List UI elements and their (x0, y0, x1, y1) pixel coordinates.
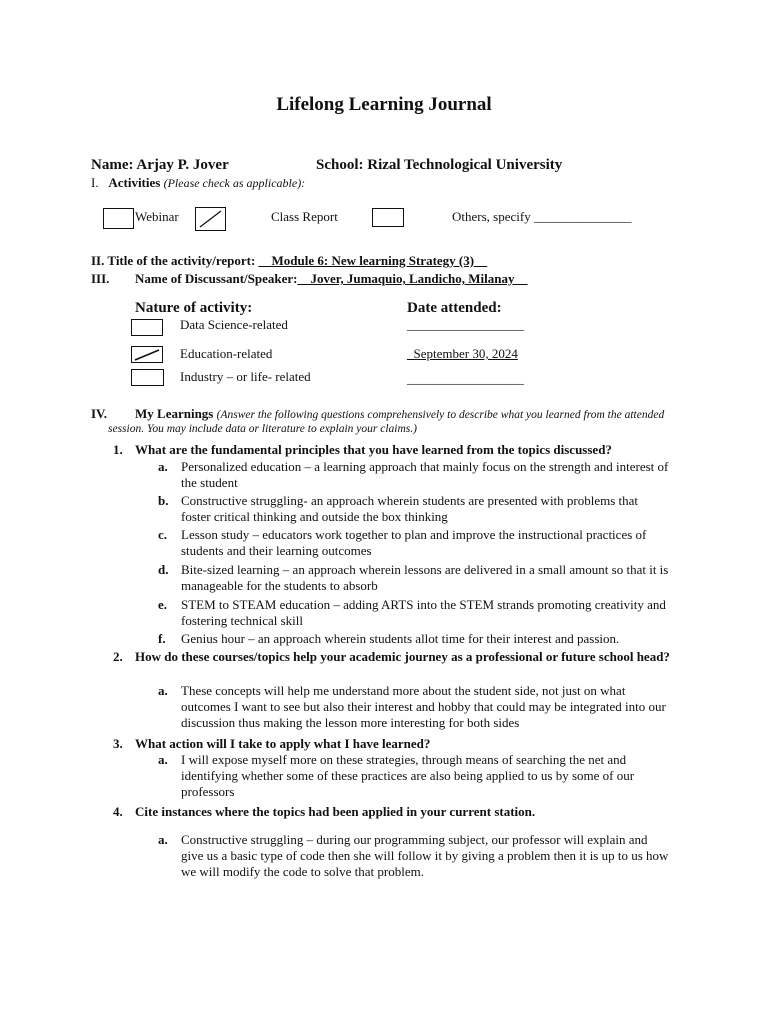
activity-title-value: __Module 6: New learning Strategy (3)__ (258, 253, 488, 268)
check-mark-icon (196, 208, 225, 230)
data-science-checkbox[interactable] (131, 319, 163, 336)
answer-mark: a. (158, 832, 168, 847)
activities-heading: Activities (108, 175, 161, 190)
question-1: What are the fundamental principles that you have learned from the topics discussed? (135, 442, 612, 457)
question-4: Cite instances where the topics had been applied in your current station. (135, 804, 536, 819)
page-title: Lifelong Learning Journal (276, 94, 492, 115)
answer-1a: Personalized education – a learning approach that mainly focus on the strength and interest of the student (181, 459, 669, 490)
class-report-label: Class Report (271, 209, 338, 224)
activities-section (91, 175, 305, 191)
activity-title-label: II. Title of the activity/report: (91, 253, 256, 268)
speaker-value: __Jover, Jumaquio, Landicho, Milanay__ (297, 271, 528, 286)
name-field: Name: Arjay P. Jover (91, 157, 229, 173)
question-3: What action will I take to apply what I have learned? (135, 736, 431, 751)
learnings-note-1: (Answer the following questions comprehensively to describe what you learned from the attended (216, 409, 665, 421)
answer-1c: Lesson study – educators work together to plan and improve the instructional practices of students and their learning outcomes (181, 527, 647, 558)
question-number: 3. (113, 736, 123, 751)
section-numeral: I. (91, 175, 99, 190)
industry-label: Industry – or life- related (180, 369, 311, 384)
answer-mark: f. (158, 631, 166, 646)
learnings-numeral: IV. (91, 406, 108, 421)
answer-4a: Constructive struggling – during our programming subject, our professor will explain and give us a basic type of code then she will follow it by giving a problem then it is up to us how we will modify the code to solve that problem. (181, 832, 669, 879)
answer-mark: a. (158, 683, 168, 698)
answer-3a: I will expose myself more on these strategies, through means of searching the net and identifying whether some of these practices are also being applied to us by some of our professors (181, 752, 635, 799)
speaker-label: Name of Discussant/Speaker: (135, 271, 298, 286)
data-science-label: Data Science-related (180, 317, 288, 332)
speaker-row (135, 271, 527, 287)
education-checkbox[interactable] (131, 346, 163, 363)
answer-mark: a. (158, 459, 168, 474)
others-label: Others, specify _______________ (452, 209, 632, 224)
answer-mark: e. (158, 597, 168, 612)
webinar-checkbox[interactable] (103, 208, 134, 229)
activities-note: (Please check as applicable): (163, 176, 306, 190)
check-mark-icon (132, 347, 162, 362)
school-field: School: Rizal Technological University (316, 157, 563, 173)
webinar-label: Webinar (135, 209, 179, 224)
question-number: 2. (113, 649, 123, 664)
answer-1d: Bite-sized learning – an approach wherein lessons are delivered in a small amount so that it is manageable for the students to absorb (181, 562, 669, 593)
answer-mark: b. (158, 493, 169, 508)
answer-mark: d. (158, 562, 169, 577)
education-date: _September 30, 2024 (407, 346, 518, 361)
learnings-heading-row (135, 406, 664, 422)
question-2: How do these courses/topics help your academic journey as a professional or future school head? (135, 649, 670, 664)
industry-date: __________________ (407, 371, 524, 386)
answer-1f: Genius hour – an approach wherein students allot time for their interest and passion. (181, 631, 620, 646)
date-heading: Date attended: (407, 300, 502, 316)
learnings-note-2: session. You may include data or literature to explain your claims.) (108, 423, 417, 435)
data-science-date: __________________ (407, 317, 524, 332)
others-checkbox[interactable] (372, 208, 404, 227)
speaker-numeral: III. (91, 271, 110, 286)
question-number: 4. (113, 804, 123, 819)
class-report-checkbox[interactable] (195, 207, 226, 231)
answer-mark: c. (158, 527, 168, 542)
question-number: 1. (113, 442, 123, 457)
answer-1e: STEM to STEAM education – adding ARTS into the STEM strands promoting creativity and fostering technical skill (181, 597, 666, 628)
answer-2a: These concepts will help me understand more about the student side, not just on what outcomes I want to see but also their interest and hobby that could may be integrated into our discussion thus making the lesson more interesting for both sides (181, 683, 666, 730)
learnings-heading: My Learnings (135, 406, 214, 421)
industry-checkbox[interactable] (131, 369, 164, 386)
answer-1b: Constructive struggling- an approach wherein students are presented with problems that foster critical thinking and outside the box thinking (181, 493, 639, 524)
nature-heading: Nature of activity: (135, 300, 253, 316)
answer-mark: a. (158, 752, 168, 767)
activity-title-row (91, 253, 487, 269)
education-label: Education-related (180, 346, 273, 361)
